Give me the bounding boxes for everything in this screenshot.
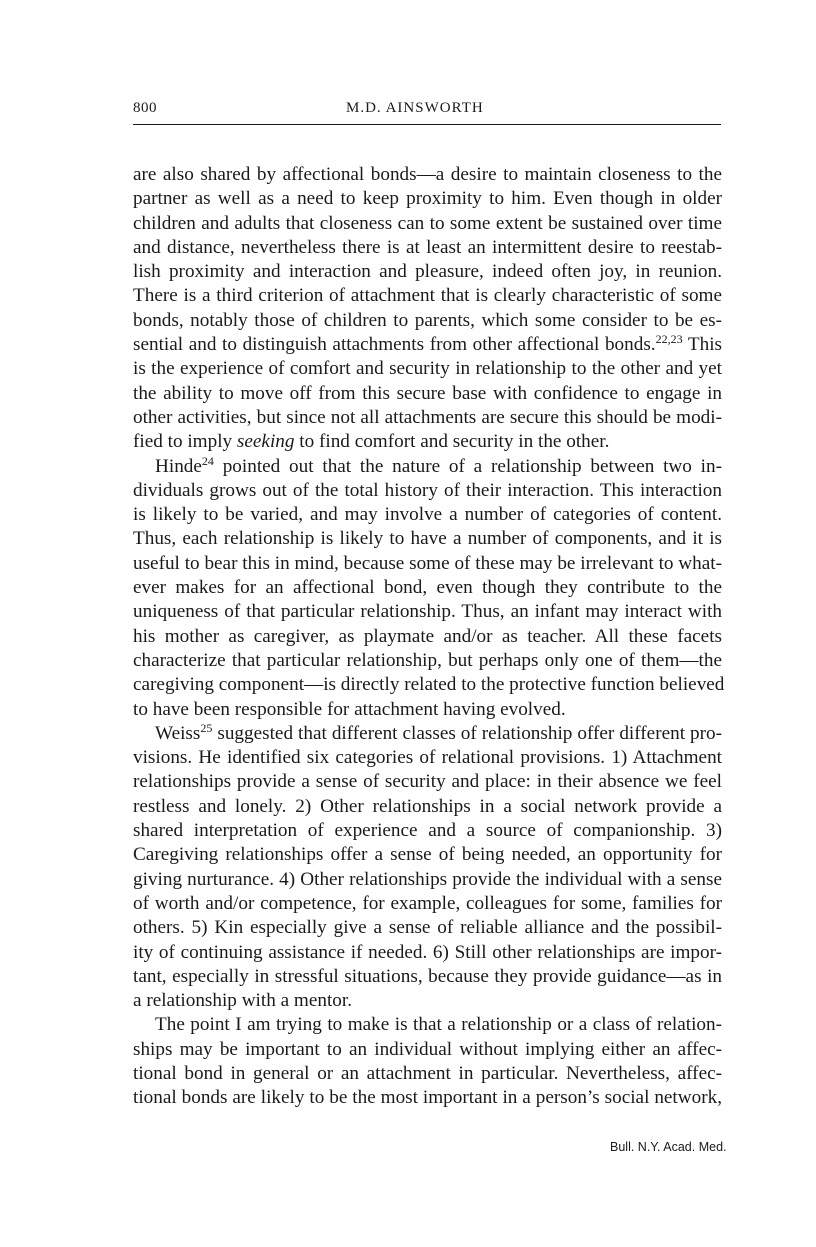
text-line: ships may be important to an individual without implying either an affec-: [133, 1038, 722, 1060]
text-line: children and adults that closeness can to some extent be sustained over time: [133, 212, 722, 234]
text-line: restless and lonely. 2) Other relationships in a social network provide a: [133, 795, 722, 817]
text-line: tant, especially in stressful situations, because they provide guidance—as in: [133, 965, 722, 987]
text-line: characterize that particular relationship, but perhaps only one of them—the: [133, 649, 722, 671]
text-line: the ability to move off from this secure base with confidence to engage in: [133, 382, 722, 404]
text-line: [133, 430, 722, 454]
paragraph-1: [133, 163, 722, 455]
text-line: There is a third criterion of attachment that is clearly characteristic of some: [133, 285, 722, 307]
text-line: lish proximity and interaction and pleasure, indeed often joy, in reunion.: [133, 261, 722, 283]
text-line: to have been responsible for attachment having evolved.: [133, 698, 566, 720]
text-segment: fied to imply: [133, 431, 237, 453]
text-segment: suggested that different classes of relationship offer different pro-: [212, 722, 722, 744]
text-segment: sential and to distinguish attachments from other affectional bonds.: [133, 334, 656, 356]
text-line: tional bonds are likely to be the most important in a person’s social network,: [133, 1087, 722, 1109]
text-segment: to find comfort and security in the other.: [294, 431, 610, 453]
text-line: and distance, nevertheless there is at least an intermittent desire to reestab-: [133, 236, 722, 258]
text-line: visions. He identified six categories of relational provisions. 1) Attachment: [133, 747, 722, 769]
text-line: relationships provide a sense of security and place: in their absence we feel: [133, 771, 722, 793]
text-segment: pointed out that the nature of a relationship between two in-: [213, 455, 722, 477]
text-line: [133, 455, 722, 479]
text-line: of worth and/or competence, for example, colleagues for some, families for: [133, 892, 722, 914]
text-segment: This: [682, 334, 722, 356]
text-line: The point I am trying to make is that a relationship or a class of relation-: [155, 1014, 722, 1036]
text-line: [133, 333, 722, 357]
text-line: shared interpretation of experience and a source of companionship. 3): [133, 820, 722, 842]
paragraph-3: [133, 722, 722, 1014]
journal-footer: Bull. N.Y. Acad. Med.: [610, 1140, 727, 1154]
text-line: are also shared by affectional bonds—a desire to maintain closeness to the: [133, 164, 722, 185]
text-segment: Weiss: [155, 722, 201, 744]
text-line: ity of continuing assistance if needed. 6) Still other relationships are impor-: [133, 941, 722, 963]
page-header: [133, 100, 721, 126]
text-line: is the experience of comfort and security in relationship to the other and yet: [133, 358, 722, 380]
text-line: uniqueness of that particular relationship. Thus, an infant may interact with: [133, 601, 722, 623]
text-line: his mother as caregiver, as playmate and/or as teacher. All these facets: [133, 625, 722, 647]
text-segment: Hinde: [155, 455, 202, 477]
text-line: tional bond in general or an attachment in particular. Nevertheless, affec-: [133, 1062, 722, 1084]
text-line: ever makes for an affectional bond, even though they contribute to the: [133, 577, 722, 599]
text-line: dividuals grows out of the total history of their interaction. This interaction: [133, 479, 722, 501]
text-line: partner as well as a need to keep proximity to him. Even though in older: [133, 188, 722, 210]
citation-superscript: 24: [201, 453, 214, 468]
running-head: M.D. AINSWORTH: [346, 100, 484, 116]
text-line: bonds, notably those of children to parents, which some consider to be es-: [133, 309, 722, 331]
citation-superscript: 25: [200, 720, 213, 735]
text-line: Caregiving relationships offer a sense of being needed, an opportunity for: [133, 844, 722, 866]
text-line: is likely to be varied, and may involve a number of categories of content.: [133, 504, 722, 526]
text-line: Thus, each relationship is likely to have a number of components, and it is: [133, 528, 722, 550]
text-line: other activities, but since not all attachments are secure this should be modi-: [133, 406, 722, 428]
text-line: giving nurturance. 4) Other relationships provide the individual with a sense: [133, 868, 722, 890]
text-line: useful to bear this in mind, because some of these may be irrelevant to what-: [133, 552, 722, 574]
header-rule: [133, 124, 721, 125]
citation-superscript: 22,23: [655, 332, 683, 347]
text-line: [133, 722, 722, 746]
paragraph-2: [133, 453, 725, 722]
emphasis-text: seeking: [236, 431, 295, 453]
text-line: a relationship with a mentor.: [133, 990, 353, 1012]
paragraph-4: [133, 1013, 722, 1110]
page-number: 800: [133, 100, 157, 116]
body-text: [133, 163, 725, 1111]
text-line: others. 5) Kin especially give a sense of reliable alliance and the possibil-: [133, 917, 722, 939]
text-line: caregiving component—is directly related to the protective function believed: [133, 674, 725, 696]
